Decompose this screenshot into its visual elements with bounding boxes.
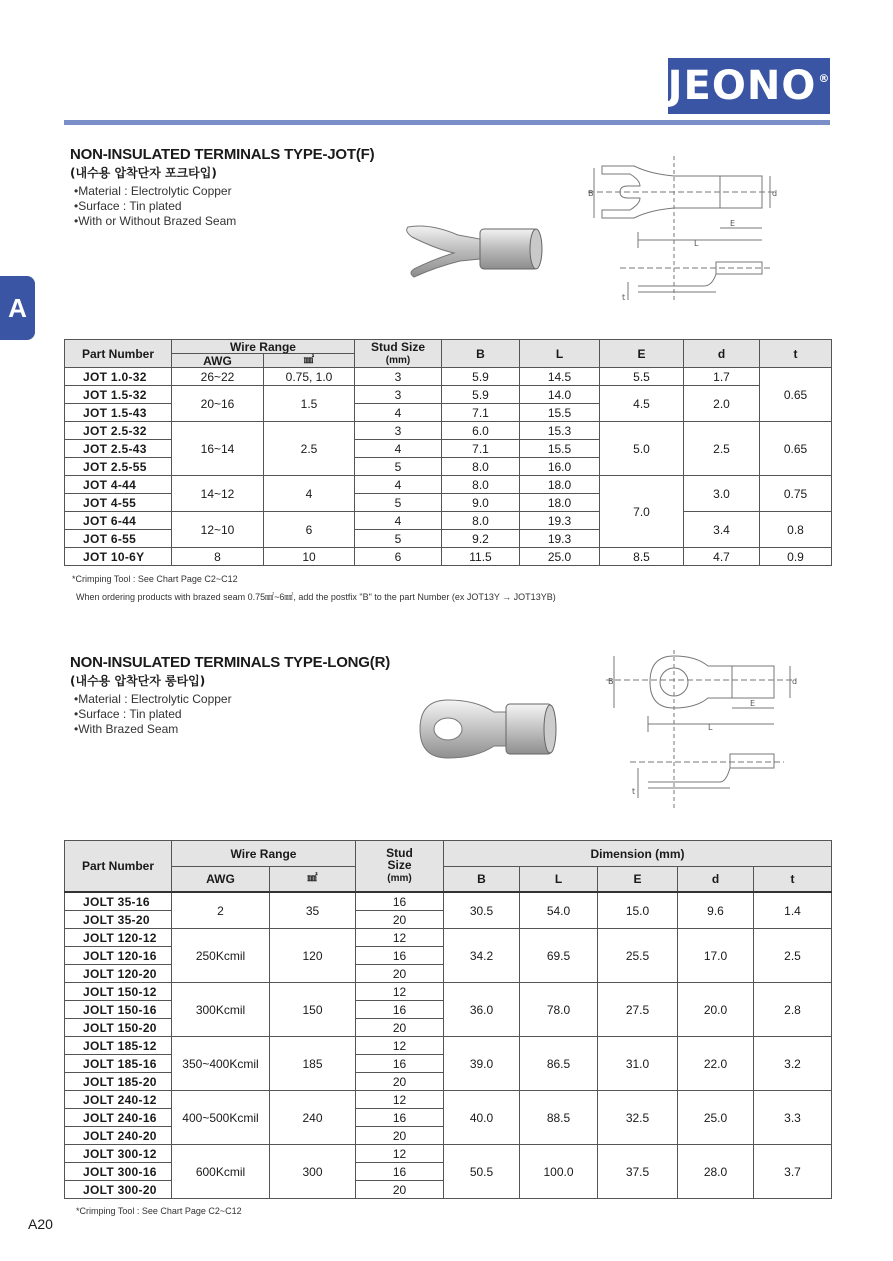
jot-note-ordering: When ordering products with brazed seam 0.75㎟~6㎟, add the postfix "B" to the part Number (ex JOT13Y → JOT13YB) (76, 592, 556, 602)
part-number: JOT 10-6Y (65, 548, 172, 566)
e: 15.0 (598, 892, 678, 929)
stud: 12 (356, 929, 444, 947)
stud: 20 (356, 965, 444, 983)
part-number: JOLT 120-20 (65, 965, 172, 983)
part-number: JOT 4-55 (65, 494, 172, 512)
b: 9.2 (442, 530, 520, 548)
part-number: JOLT 240-16 (65, 1109, 172, 1127)
col-wire-range: Wire Range (172, 841, 356, 867)
t: 3.3 (754, 1091, 832, 1145)
mm2: 300 (270, 1145, 356, 1199)
col-wire-range: Wire Range (172, 340, 355, 354)
b: 30.5 (444, 892, 520, 929)
table-row (65, 983, 832, 1001)
label-e: E (730, 219, 736, 228)
b: 40.0 (444, 1091, 520, 1145)
t: 0.9 (760, 548, 832, 566)
stud: 5 (355, 494, 442, 512)
e: 5.0 (600, 422, 684, 476)
b: 8.0 (442, 458, 520, 476)
d: 25.0 (678, 1091, 754, 1145)
t: 3.2 (754, 1037, 832, 1091)
spec-item: • Surface : Tin plated (74, 199, 236, 214)
label-l: L (694, 239, 699, 248)
fork-terminal-drawing (584, 152, 784, 312)
l: 100.0 (520, 1145, 598, 1199)
col-d: d (678, 867, 754, 893)
awg: 16~14 (172, 422, 264, 476)
d: 17.0 (678, 929, 754, 983)
table-row (65, 548, 832, 566)
l: 18.0 (520, 494, 600, 512)
col-awg: AWG (172, 867, 270, 893)
stud: 16 (356, 1001, 444, 1019)
stud-label-2: Size (387, 858, 412, 872)
t: 0.8 (760, 512, 832, 548)
part-number: JOT 6-44 (65, 512, 172, 530)
spec-item: • Material : Electrolytic Copper (74, 184, 236, 199)
mm2: 2.5 (264, 422, 355, 476)
stud: 20 (356, 1127, 444, 1145)
e: 4.5 (600, 386, 684, 422)
col-e: E (600, 340, 684, 368)
stud: 20 (356, 1073, 444, 1091)
spec-item: • Material : Electrolytic Copper (74, 692, 232, 707)
d: 2.0 (684, 386, 760, 422)
part-number: JOT 4-44 (65, 476, 172, 494)
spec-item: • With Brazed Seam (74, 722, 232, 737)
stud: 16 (356, 892, 444, 911)
stud: 12 (356, 983, 444, 1001)
e: 27.5 (598, 983, 678, 1037)
part-number: JOLT 300-20 (65, 1181, 172, 1199)
l: 14.0 (520, 386, 600, 404)
awg: 400~500Kcmil (172, 1091, 270, 1145)
t: 0.65 (760, 422, 832, 476)
awg: 2 (172, 892, 270, 929)
jot-spec-table (64, 339, 832, 566)
awg: 26~22 (172, 368, 264, 386)
jolt-subtitle: (내수용 압착단자 롱타입) (70, 674, 206, 688)
stud: 5 (355, 458, 442, 476)
awg: 350~400Kcmil (172, 1037, 270, 1091)
label-b: B (608, 677, 614, 686)
e: 5.5 (600, 368, 684, 386)
mm2: 120 (270, 929, 356, 983)
stud-unit: (mm) (385, 354, 411, 366)
l: 19.3 (520, 530, 600, 548)
d: 28.0 (678, 1145, 754, 1199)
jolt-spec-table (64, 840, 832, 1199)
stud: 4 (355, 440, 442, 458)
t: 3.7 (754, 1145, 832, 1199)
d: 3.4 (684, 512, 760, 548)
stud: 4 (355, 512, 442, 530)
part-number: JOT 2.5-43 (65, 440, 172, 458)
jot-subtitle: (내수용 압착단자 포크타입) (70, 166, 217, 180)
part-number: JOLT 150-16 (65, 1001, 172, 1019)
col-mm2: ㎟ (264, 354, 355, 368)
col-d: d (684, 340, 760, 368)
b: 36.0 (444, 983, 520, 1037)
part-number: JOLT 185-20 (65, 1073, 172, 1091)
col-dimension: Dimension (mm) (444, 841, 832, 867)
d: 22.0 (678, 1037, 754, 1091)
l: 15.5 (520, 404, 600, 422)
header-rule (64, 120, 830, 125)
col-stud-size (355, 340, 442, 368)
d: 3.0 (684, 476, 760, 512)
col-b: B (444, 867, 520, 893)
stud-unit: (mm) (387, 873, 412, 884)
l: 25.0 (520, 548, 600, 566)
stud: 3 (355, 368, 442, 386)
b: 9.0 (442, 494, 520, 512)
d: 9.6 (678, 892, 754, 929)
table-row (65, 1145, 832, 1163)
stud: 3 (355, 386, 442, 404)
stud: 12 (356, 1091, 444, 1109)
part-number: JOLT 185-16 (65, 1055, 172, 1073)
page-number: A20 (28, 1216, 53, 1232)
stud: 20 (356, 1019, 444, 1037)
part-number: JOT 1.5-32 (65, 386, 172, 404)
l: 16.0 (520, 458, 600, 476)
part-number: JOT 1.0-32 (65, 368, 172, 386)
l: 15.5 (520, 440, 600, 458)
label-b: B (588, 189, 594, 198)
part-number: JOT 2.5-55 (65, 458, 172, 476)
part-number: JOLT 240-12 (65, 1091, 172, 1109)
d: 1.7 (684, 368, 760, 386)
part-number: JOT 2.5-32 (65, 422, 172, 440)
awg: 8 (172, 548, 264, 566)
col-e: E (598, 867, 678, 893)
part-number: JOLT 35-20 (65, 911, 172, 929)
mm2: 240 (270, 1091, 356, 1145)
l: 88.5 (520, 1091, 598, 1145)
table-row (65, 1091, 832, 1109)
section-tab[interactable]: A (0, 276, 35, 340)
col-mm2: ㎟ (270, 867, 356, 893)
stud: 5 (355, 530, 442, 548)
e: 7.0 (600, 476, 684, 548)
part-number: JOT 1.5-43 (65, 404, 172, 422)
col-awg: AWG (172, 354, 264, 368)
awg: 20~16 (172, 386, 264, 422)
table-row (65, 368, 832, 386)
stud: 20 (356, 911, 444, 929)
l: 86.5 (520, 1037, 598, 1091)
stud: 4 (355, 476, 442, 494)
jolt-title: NON-INSULATED TERMINALS TYPE-LONG(R) (70, 654, 391, 671)
stud: 6 (355, 548, 442, 566)
stud: 16 (356, 1163, 444, 1181)
part-number: JOLT 120-12 (65, 929, 172, 947)
stud-label: Stud (386, 846, 413, 860)
b: 8.0 (442, 512, 520, 530)
stud-label: Stud Size (370, 339, 425, 354)
ring-terminal-photo (414, 694, 564, 764)
stud: 16 (356, 1109, 444, 1127)
awg: 12~10 (172, 512, 264, 548)
col-t: t (760, 340, 832, 368)
brand-name: JEONO (667, 63, 817, 109)
stud: 4 (355, 404, 442, 422)
table-row (65, 929, 832, 947)
registered-mark: ® (818, 72, 831, 85)
label-d: d (772, 189, 778, 198)
col-part-number: Part Number (65, 841, 172, 893)
t: 2.5 (754, 929, 832, 983)
label-e: E (750, 699, 756, 708)
label-l: L (708, 723, 713, 732)
part-number: JOLT 150-20 (65, 1019, 172, 1037)
stud: 16 (356, 947, 444, 965)
e: 31.0 (598, 1037, 678, 1091)
table-row (65, 1037, 832, 1055)
label-t: t (622, 293, 626, 302)
awg: 300Kcmil (172, 983, 270, 1037)
table-row (65, 476, 832, 494)
col-l: L (520, 867, 598, 893)
part-number: JOLT 35-16 (65, 892, 172, 911)
mm2: 4 (264, 476, 355, 512)
b: 7.1 (442, 440, 520, 458)
awg: 600Kcmil (172, 1145, 270, 1199)
mm2: 150 (270, 983, 356, 1037)
col-part-number: Part Number (65, 340, 172, 368)
stud: 20 (356, 1181, 444, 1199)
b: 6.0 (442, 422, 520, 440)
b: 5.9 (442, 386, 520, 404)
b: 34.2 (444, 929, 520, 983)
part-number: JOLT 300-16 (65, 1163, 172, 1181)
fork-terminal-photo (400, 215, 550, 285)
label-d: d (792, 677, 798, 686)
b: 5.9 (442, 368, 520, 386)
table-row (65, 422, 832, 440)
jolt-spec-list (74, 692, 232, 737)
col-l: L (520, 340, 600, 368)
e: 8.5 (600, 548, 684, 566)
spec-item: • With or Without Brazed Seam (74, 214, 236, 229)
b: 39.0 (444, 1037, 520, 1091)
l: 14.5 (520, 368, 600, 386)
b: 7.1 (442, 404, 520, 422)
mm2: 1.5 (264, 386, 355, 422)
mm2: 35 (270, 892, 356, 929)
part-number: JOLT 300-12 (65, 1145, 172, 1163)
jot-note-crimping: *Crimping Tool : See Chart Page C2~C12 (72, 574, 238, 584)
d: 4.7 (684, 548, 760, 566)
l: 19.3 (520, 512, 600, 530)
stud: 12 (356, 1037, 444, 1055)
awg: 14~12 (172, 476, 264, 512)
part-number: JOLT 150-12 (65, 983, 172, 1001)
col-b: B (442, 340, 520, 368)
mm2: 185 (270, 1037, 356, 1091)
l: 78.0 (520, 983, 598, 1037)
e: 32.5 (598, 1091, 678, 1145)
stud: 3 (355, 422, 442, 440)
part-number: JOLT 185-12 (65, 1037, 172, 1055)
mm2: 10 (264, 548, 355, 566)
stud: 16 (356, 1055, 444, 1073)
ring-terminal-drawing (604, 648, 804, 808)
d: 2.5 (684, 422, 760, 476)
part-number: JOT 6-55 (65, 530, 172, 548)
table-row (65, 512, 832, 530)
awg: 250Kcmil (172, 929, 270, 983)
brand-logo (668, 58, 830, 114)
b: 50.5 (444, 1145, 520, 1199)
col-stud-size (356, 841, 444, 893)
e: 25.5 (598, 929, 678, 983)
b: 8.0 (442, 476, 520, 494)
l: 54.0 (520, 892, 598, 929)
part-number: JOLT 120-16 (65, 947, 172, 965)
label-t: t (632, 787, 636, 796)
jolt-note-crimping: *Crimping Tool : See Chart Page C2~C12 (76, 1206, 242, 1216)
b: 11.5 (442, 548, 520, 566)
d: 20.0 (678, 983, 754, 1037)
spec-item: • Surface : Tin plated (74, 707, 232, 722)
part-number: JOLT 240-20 (65, 1127, 172, 1145)
jot-title: NON-INSULATED TERMINALS TYPE-JOT(F) (70, 146, 375, 163)
stud: 12 (356, 1145, 444, 1163)
l: 15.3 (520, 422, 600, 440)
mm2: 0.75, 1.0 (264, 368, 355, 386)
table-row (65, 386, 832, 404)
l: 18.0 (520, 476, 600, 494)
t: 0.75 (760, 476, 832, 512)
t: 2.8 (754, 983, 832, 1037)
l: 69.5 (520, 929, 598, 983)
jot-spec-list (74, 184, 236, 229)
col-t: t (754, 867, 832, 893)
e: 37.5 (598, 1145, 678, 1199)
t: 1.4 (754, 892, 832, 929)
table-row (65, 892, 832, 911)
t: 0.65 (760, 368, 832, 422)
mm2: 6 (264, 512, 355, 548)
